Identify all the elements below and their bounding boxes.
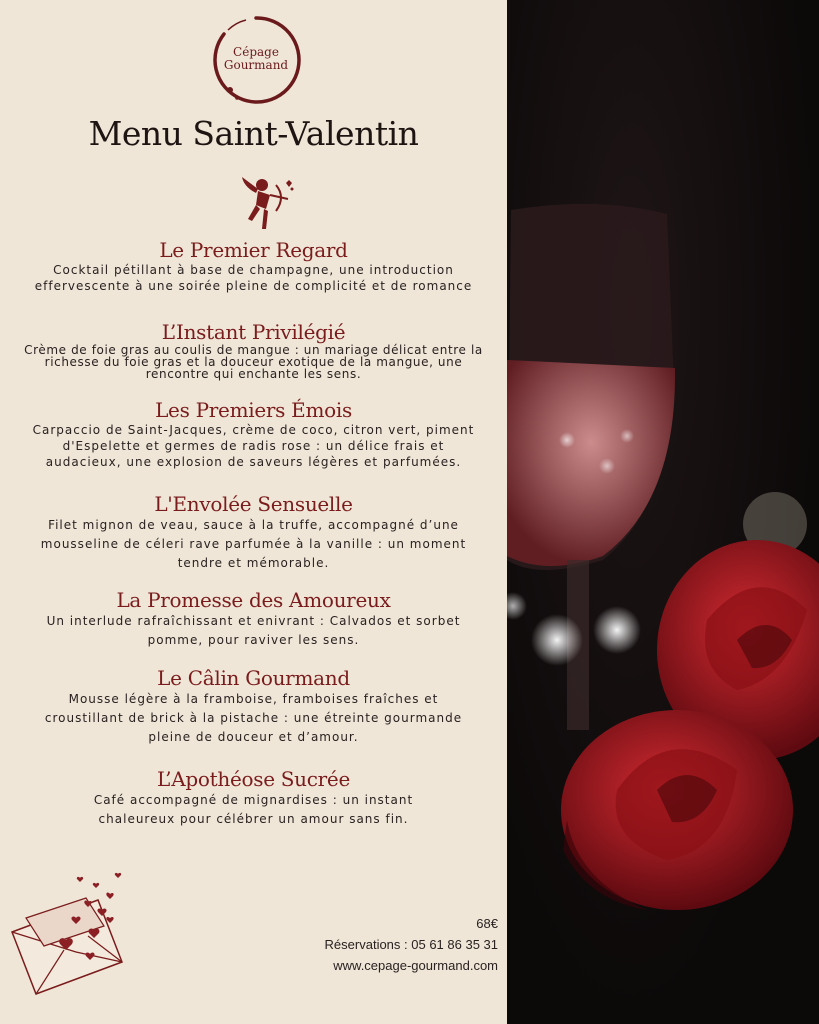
course-description: Mousse légère à la framboise, framboises fraîches et croustillant de brick à la pistache : une étreinte gourmande pleine de douceur et d’amour. (44, 692, 463, 744)
course-name: L’Apothéose Sucrée (157, 767, 350, 791)
website-link[interactable]: www.cepage-gourmand.com (333, 958, 498, 973)
page-title: Menu Saint-Valentin (88, 114, 419, 153)
brand-name (206, 46, 306, 72)
course-item (0, 398, 507, 470)
wine-glass-roses-illustration (507, 0, 819, 1024)
course-item (0, 666, 507, 747)
brand-name-line2: Gourmand (223, 58, 289, 72)
course-description: Un interlude rafraîchissant et enivrant : Calvados et sorbet pomme, pour raviver les sens. (46, 614, 461, 647)
reservation-phone[interactable]: Réservations : 05 61 86 35 31 (324, 937, 498, 952)
course-description: Crème de foie gras au coulis de mangue : un mariage délicat entre la richesse du foie gras et la douceur exotique de la mangue, une rencontre qui enchante les sens. (24, 343, 483, 381)
course-item (0, 320, 507, 380)
brand-name-line1: Cépage (233, 45, 279, 59)
course-name: L'Envolée Sensuelle (154, 492, 353, 516)
course-name: Le Câlin Gourmand (157, 666, 350, 690)
course-item (0, 492, 507, 573)
course-item (0, 588, 507, 650)
course-name: Le Premier Regard (159, 238, 348, 262)
course-name: Les Premiers Émois (155, 398, 352, 422)
course-description: Filet mignon de veau, sauce à la truffe, accompagné d’une mousseline de céleri rave parfumée à la vanille : un moment tendre et mémorable. (40, 518, 467, 570)
course-name: La Promesse des Amoureux (116, 588, 391, 612)
brand-logo (206, 10, 306, 110)
wine-roses-photo (507, 0, 819, 1024)
course-description: Café accompagné de mignardises : un instant chaleureux pour célébrer un amour sans fin. (93, 793, 414, 826)
course-item (0, 238, 507, 294)
course-item (0, 767, 507, 829)
course-name: L’Instant Privilégié (161, 320, 346, 344)
course-description: Cocktail pétillant à base de champagne, une introduction effervescente à une soirée pleine de complicité et de romance (34, 263, 473, 293)
course-description: Carpaccio de Saint-Jacques, crème de coco, citron vert, piment d'Espelette et germes de radis rose : un délice frais et audacieux, une explosion de saveurs légères et parfumées. (32, 423, 475, 469)
love-letter-icon (6, 866, 136, 1006)
price: 68€ (476, 916, 498, 931)
cupid-icon (236, 175, 296, 233)
